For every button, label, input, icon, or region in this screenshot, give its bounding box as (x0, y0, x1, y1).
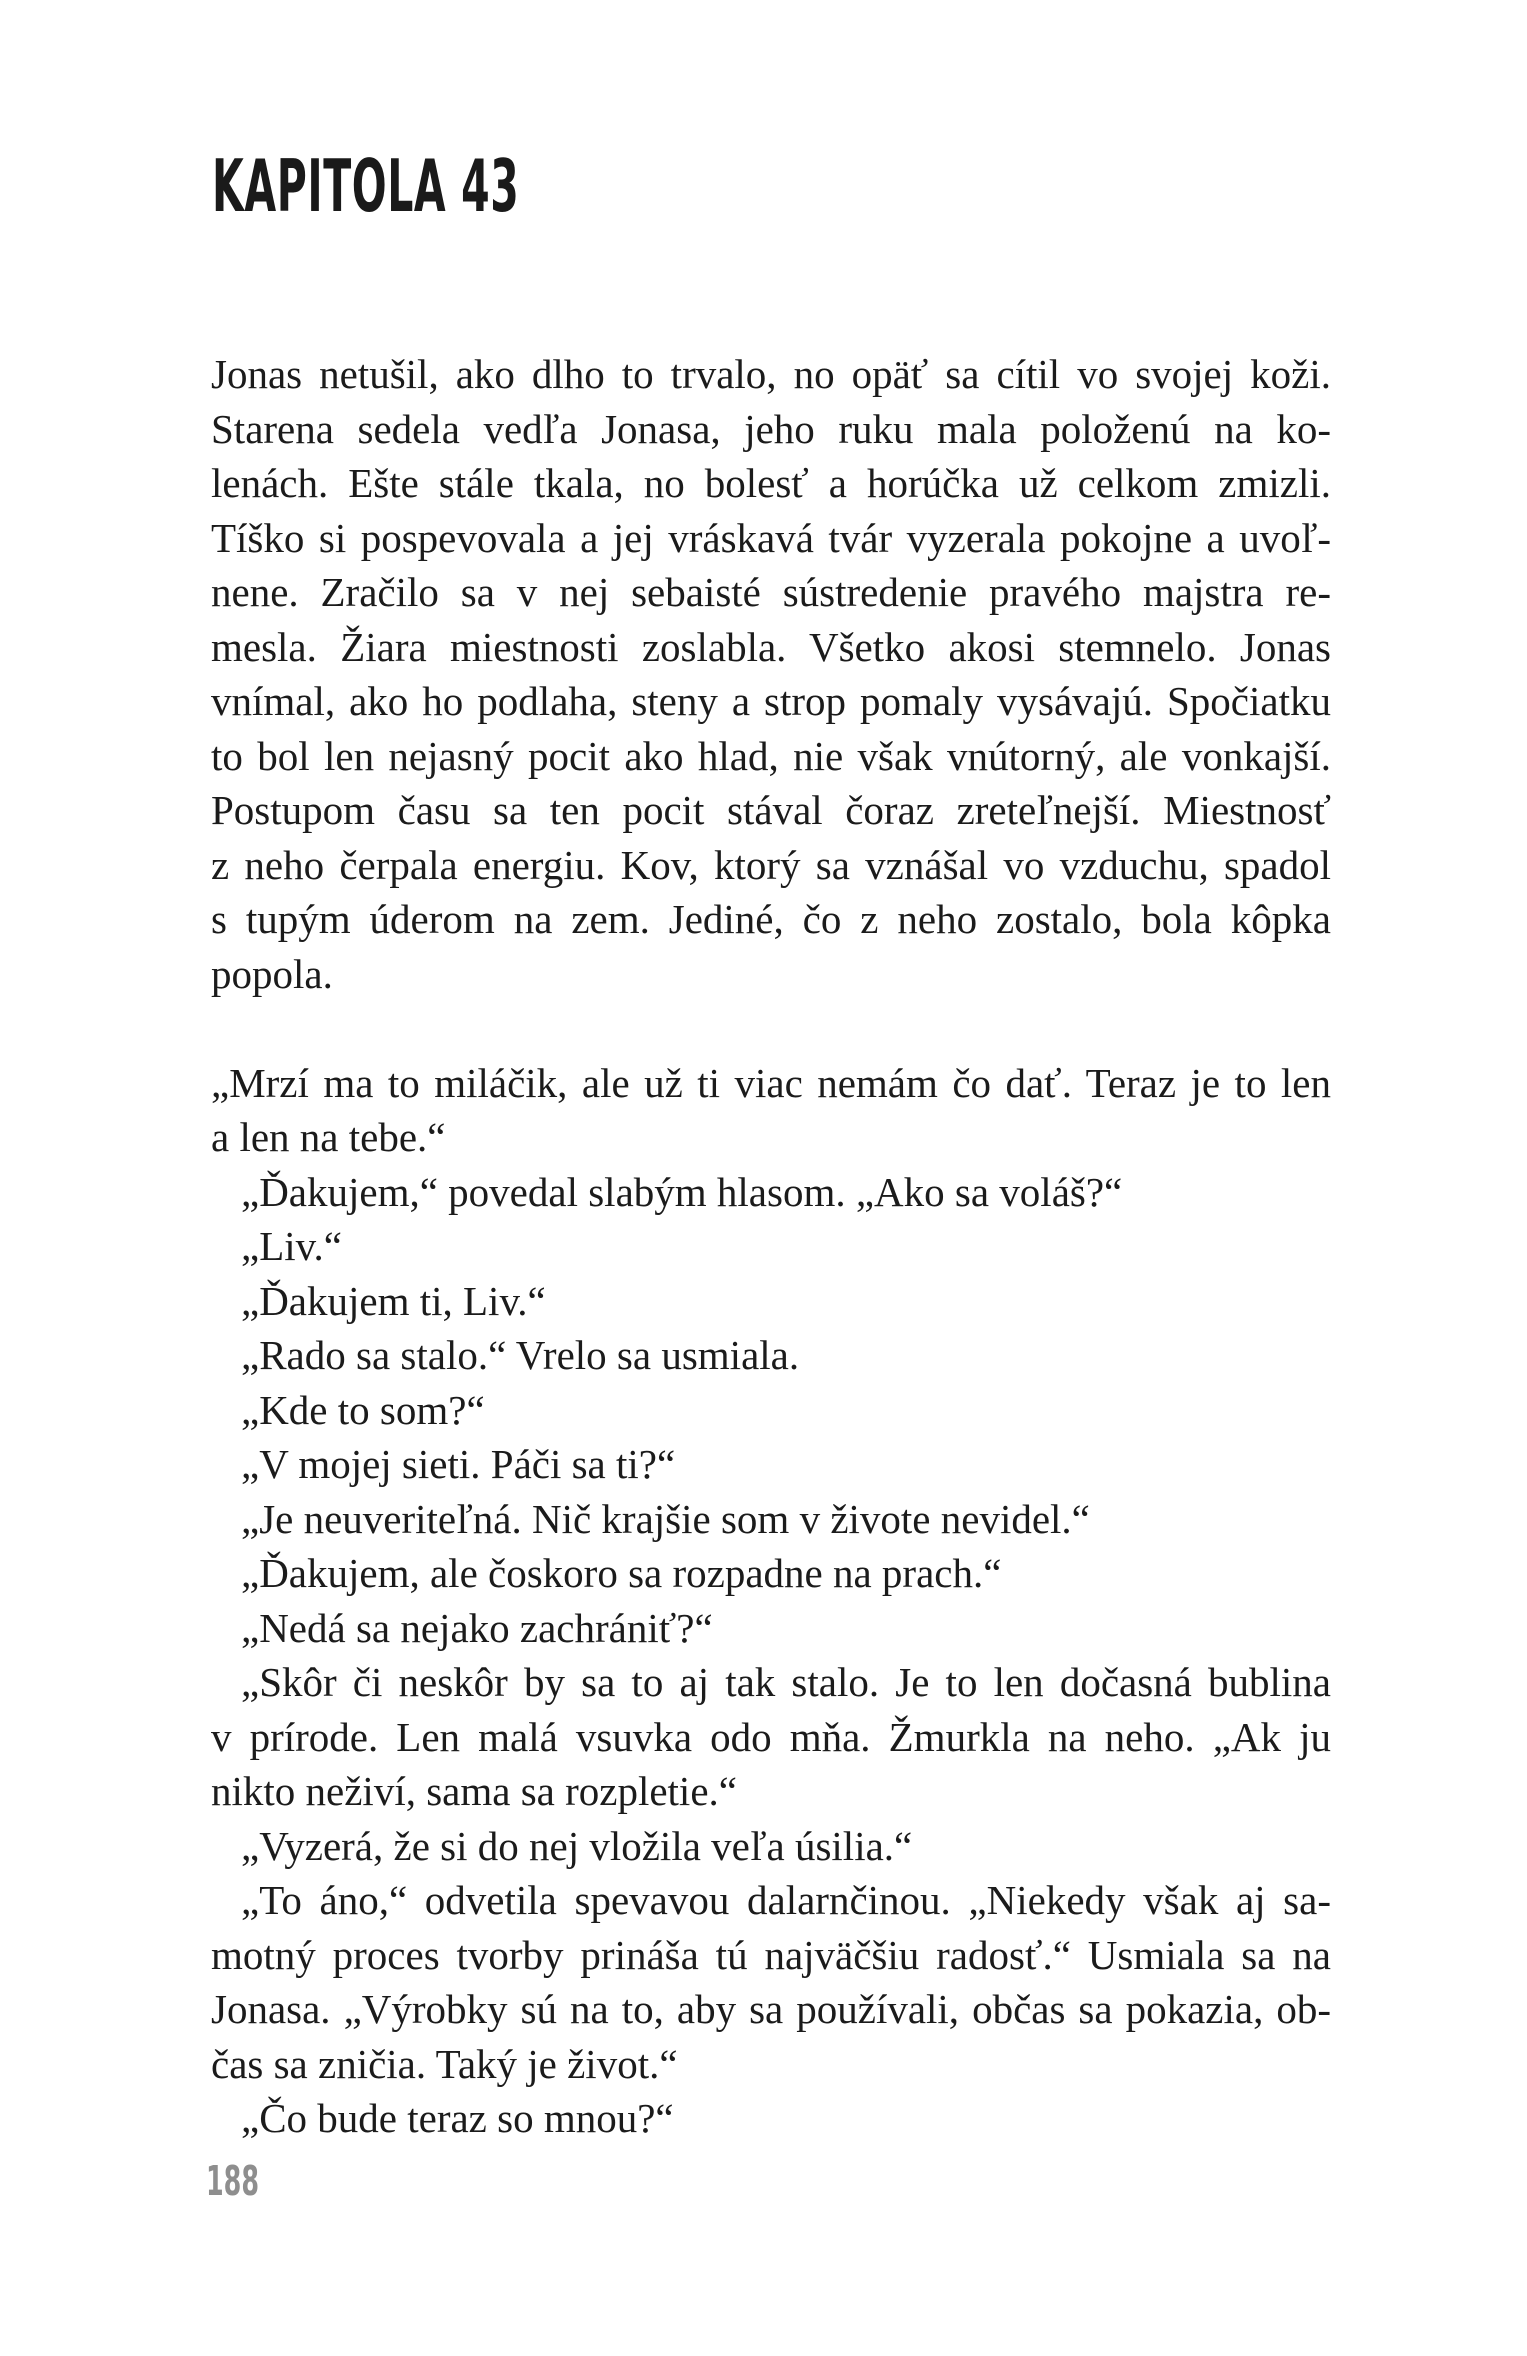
text-line: vnímal, ako ho podlaha, steny a strop pomaly vysávajú. Spočiatku (211, 678, 1331, 724)
text-line: „Ďakujem, ale čoskoro sa rozpadne na prach.“ (241, 1550, 1002, 1596)
text-line: Starena sedela vedľa Jonasa, jeho ruku mala položenú na ko- (211, 405, 1331, 452)
text-line: „V mojej sieti. Páči sa ti?“ (241, 1441, 676, 1487)
text-line: „Ďakujem ti, Liv.“ (241, 1277, 546, 1324)
text-line: „Kde to som?“ (241, 1386, 485, 1433)
text-line: s tupým úderom na zem. Jediné, čo z neho zostalo, bola kôpka (211, 896, 1331, 942)
text-line: čas sa zničia. Taký je život.“ (211, 2040, 678, 2087)
text-line: mesla. Žiara miestnosti zoslabla. Všetko akosi stemnelo. Jonas (211, 623, 1331, 670)
body-text (211, 347, 1331, 2146)
text-line: Jonas netušil, ako dlho to trvalo, no opäť sa cítil vo svojej koži. (211, 351, 1331, 397)
text-line: v prírode. Len malá vsuvka odo mňa. Žmurkla na neho. „Ak ju (211, 1713, 1331, 1760)
text-line: nene. Zračilo sa v nej sebaisté sústredenie pravého majstra re- (211, 569, 1331, 615)
text-line: „Ďakujem,“ povedal slabým hlasom. „Ako sa voláš?“ (241, 1168, 1123, 1215)
text-line: „Nedá sa nejako zachrániť?“ (241, 1604, 713, 1651)
text-line: „Mrzí ma to miláčik, ale už ti viac nemám čo dať. Teraz je to len (211, 1059, 1331, 1106)
paragraph-gap (211, 1001, 1331, 1056)
text-line: „Čo bude teraz so mnou?“ (241, 2095, 674, 2141)
text-line: „Rado sa stalo.“ Vrelo sa usmiala. (241, 1332, 800, 1378)
text-line: Jonasa. „Výrobky sú na to, aby sa používali, občas sa pokazia, ob- (211, 1986, 1331, 2032)
text-line: lenách. Ešte stále tkala, no bolesť a horúčka už celkom zmizli. (211, 460, 1331, 506)
paragraph-dialogue (211, 1056, 1331, 2146)
text-line: „Je neuveriteľná. Nič krajšie som v živote nevidel.“ (241, 1495, 1090, 1542)
text-line: „Vyzerá, že si do nej vložila veľa úsilia.“ (241, 1822, 913, 1869)
text-line: „Skôr či neskôr by sa to aj tak stalo. Je to len dočasná bublina (241, 1659, 1331, 1705)
text-line: to bol len nejasný pocit ako hlad, nie však vnútorný, ale vonkajší. (211, 732, 1331, 779)
text-line: „Liv.“ (241, 1223, 342, 1269)
text-line: motný proces tvorby prináša tú najväčšiu radosť.“ Usmiala sa na (211, 1931, 1331, 1978)
text-line: popola. (211, 950, 333, 997)
text-line: „To áno,“ odvetila spevavou dalarnčinou. „Niekedy však aj sa- (241, 1877, 1331, 1923)
text-line: Tíško si pospevovala a jej vráskavá tvár vyzerala pokojne a uvoľ- (211, 514, 1331, 561)
chapter-title: KAPITOLA 43 (212, 144, 520, 228)
text-line: a len na tebe.“ (211, 1114, 446, 1160)
text-line: z neho čerpala energiu. Kov, ktorý sa vznášal vo vzduchu, spadol (211, 841, 1331, 888)
page-number: 188 (206, 2157, 260, 2205)
paragraph-narrative (211, 347, 1331, 1001)
text-line: nikto neživí, sama sa rozpletie.“ (211, 1768, 737, 1814)
text-line: Postupom času sa ten pocit stával čoraz zreteľnejší. Miestnosť (211, 787, 1331, 833)
